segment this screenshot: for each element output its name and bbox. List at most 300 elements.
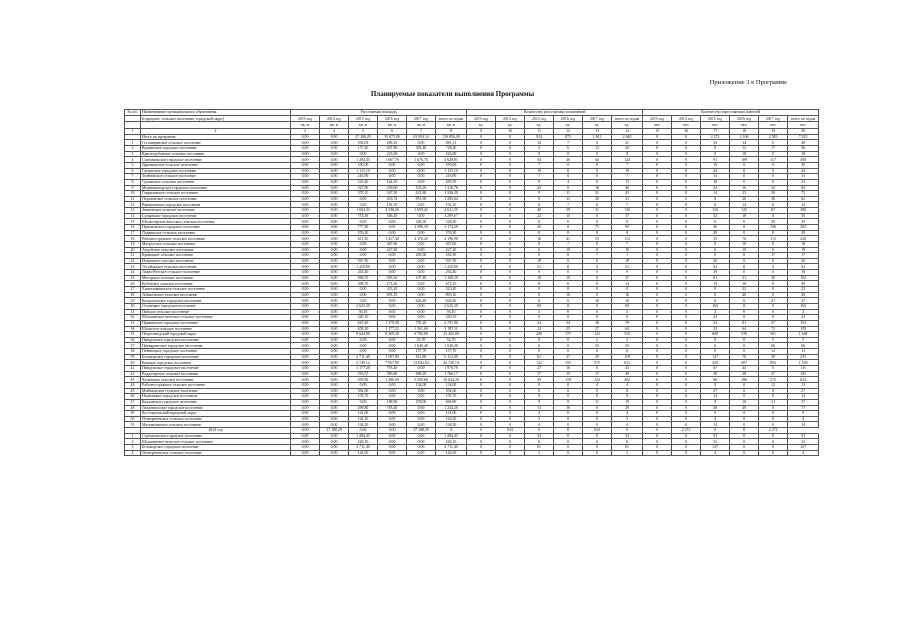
cell-value: 156 [759, 225, 788, 231]
cell-value: 0,00 [291, 208, 320, 214]
cell-value: 0 [759, 151, 788, 157]
cell-value: 44 [730, 366, 759, 372]
cell-value: 6 [583, 349, 612, 355]
cell-value: 1 177,21 [378, 326, 407, 332]
cell-value: 0 [643, 191, 672, 197]
cell-value: 0 [759, 366, 788, 372]
cell-value: 14 [788, 202, 819, 208]
cell-value: 0 [643, 225, 672, 231]
cell-value: 134,00 [436, 382, 467, 388]
cell-value: 0,00 [291, 394, 320, 400]
cell-value: 0 [496, 208, 525, 214]
cell-value: 0,00 [407, 388, 436, 394]
cell-value: 666,90 [436, 399, 467, 405]
cell-value: 0 [730, 298, 759, 304]
cell-value: 0 [467, 444, 496, 450]
cell-value: 0 [554, 225, 583, 231]
cell-value: 8 [612, 219, 643, 225]
cell-value: 0,00 [291, 241, 320, 247]
cell-value: 0 [525, 287, 554, 293]
cell-value: 0 [496, 157, 525, 163]
cell-value: 0 [496, 444, 525, 450]
cell-value: 11 [583, 399, 612, 405]
cell-value: 289,10 [378, 140, 407, 146]
cell-value: 0,00 [320, 236, 349, 242]
header-year: 2014 год [320, 116, 349, 122]
cell-value: 118 [612, 354, 643, 360]
cell-value: 0 [672, 241, 701, 247]
column-number: 18 [730, 128, 759, 134]
cell-value: 0 [730, 174, 759, 180]
cell-value: 26 [730, 196, 759, 202]
cell-value: 0 [496, 309, 525, 315]
cell-value: 1 648 [788, 332, 819, 338]
municipality-name: Гатчинское городское поселение [141, 168, 291, 174]
cell-value: 0,00 [291, 292, 320, 298]
cell-value: 303,10 [378, 275, 407, 281]
cell-value: 8 [583, 219, 612, 225]
cell-value: 10 [730, 281, 759, 287]
cell-value: 0,00 [378, 444, 407, 450]
cell-value: 0 [672, 168, 701, 174]
cell-value: 0 [672, 191, 701, 197]
cell-value: 0 [496, 399, 525, 405]
row-number: 10 [125, 191, 141, 197]
cell-value: 0 [701, 292, 730, 298]
cell-value: 0,00 [320, 371, 349, 377]
cell-value: 64 [701, 264, 730, 270]
row-number: 24 [125, 270, 141, 276]
cell-value: 2 711,40 [349, 444, 378, 450]
cell-value: 0 [643, 399, 672, 405]
header-unit: кв. м [436, 122, 467, 128]
municipality-name: Сортавальское городское поселение [141, 433, 291, 439]
cell-value: 0,00 [378, 394, 407, 400]
cell-value: 32 [759, 185, 788, 191]
cell-value: 0 [583, 174, 612, 180]
cell-value: 0 [643, 354, 672, 360]
cell-value: 38 [759, 191, 788, 197]
cell-value: 0 [467, 264, 496, 270]
row-number: 16 [125, 225, 141, 231]
cell-value: 1 284,45 [349, 157, 378, 163]
row-number: 40 [125, 360, 141, 366]
cell-value: 0,00 [320, 450, 349, 456]
cell-value: 49 [612, 371, 643, 377]
cell-value: 75 [583, 225, 612, 231]
cell-value: 17 [525, 371, 554, 377]
cell-value: 20 [701, 230, 730, 236]
cell-value: 0,00 [407, 292, 436, 298]
cell-value: 0 [730, 162, 759, 168]
header-year: 2015 год [525, 116, 554, 122]
cell-value: 0 [467, 287, 496, 293]
cell-value: 0,00 [349, 287, 378, 293]
row-number: 14 [125, 213, 141, 219]
cell-value: 0,00 [378, 253, 407, 259]
row-number: 9 [125, 185, 141, 191]
cell-value: 783,40 [378, 405, 407, 411]
cell-value: 0 [467, 281, 496, 287]
column-number: 3 [291, 128, 320, 134]
cell-value: 0 [467, 377, 496, 383]
cell-value: 0,00 [407, 411, 436, 417]
cell-value: 16 [612, 298, 643, 304]
cell-value: 109 [730, 157, 759, 163]
cell-value: 265,50 [436, 253, 467, 259]
cell-value: 59 [554, 208, 583, 214]
cell-value: 0 [496, 146, 525, 152]
municipality-name: Ильинское сельское поселение [141, 258, 291, 264]
cell-value: 0 [643, 151, 672, 157]
cell-value: 26 749,74 [436, 360, 467, 366]
cell-value: 0 [496, 253, 525, 259]
cell-value: 0 [554, 388, 583, 394]
cell-value: 5 [759, 337, 788, 343]
cell-value: 0 [467, 399, 496, 405]
cell-value: 1 177,20 [349, 366, 378, 372]
cell-value: 0,00 [378, 337, 407, 343]
cell-value: 0 [525, 247, 554, 253]
cell-value: 0,00 [291, 303, 320, 309]
cell-value: 0 [496, 292, 525, 298]
municipality-name: Чупинское сельское поселение [141, 377, 291, 383]
cell-value: 44 [583, 157, 612, 163]
cell-value: 0 [525, 399, 554, 405]
cell-value: 0 [643, 428, 672, 434]
cell-value: 0 [554, 298, 583, 304]
cell-value: 0 [554, 394, 583, 400]
municipality-name: Пиндушское городское поселение [141, 337, 291, 343]
header-unit: кв. м [407, 122, 436, 128]
cell-value: 0,00 [349, 343, 378, 349]
cell-value: 159 [788, 326, 819, 332]
row-number: 1 [125, 140, 141, 146]
cell-value: 0,00 [320, 208, 349, 214]
column-number: 11 [525, 128, 554, 134]
cell-value: 8 [554, 151, 583, 157]
cell-value: 263,40 [436, 270, 467, 276]
cell-value: 0 [467, 343, 496, 349]
municipality-name: Вараксинское городское поселение [141, 202, 291, 208]
municipality-name: Шокшинское вепсское сельское поселение [141, 315, 291, 321]
cell-value: 499,80 [349, 405, 378, 411]
cell-value: 46 [701, 225, 730, 231]
cell-value: 0,00 [291, 377, 320, 383]
cell-value: 2 166 [730, 134, 759, 140]
cell-value: 144,50 [349, 416, 378, 422]
cell-value: 0,00 [407, 416, 436, 422]
cell-value: 672,10 [436, 281, 467, 287]
cell-value: 0,00 [291, 332, 320, 338]
cell-value: 13 [525, 405, 554, 411]
cell-value: 0 [583, 202, 612, 208]
cell-value: 0 [643, 140, 672, 146]
cell-value: 37 186,29 [349, 134, 378, 140]
header-year: 2017 год [583, 116, 612, 122]
cell-value: 0 [730, 416, 759, 422]
cell-value: 0 [730, 382, 759, 388]
cell-value: 0,00 [320, 433, 349, 439]
cell-value: 20 [788, 162, 819, 168]
cell-value: 0,00 [291, 433, 320, 439]
cell-value: 0 [496, 360, 525, 366]
cell-value: 49 [730, 405, 759, 411]
cell-value: 0,00 [291, 151, 320, 157]
cell-value: 0 [759, 450, 788, 456]
cell-value: 0 [496, 337, 525, 343]
municipality-name: Зелёновское сельское поселение [141, 174, 291, 180]
cell-value: 0 [643, 416, 672, 422]
cell-value: 16 [554, 366, 583, 372]
cell-value: 0,00 [378, 388, 407, 394]
cell-value: 13 [788, 174, 819, 180]
cell-value: 8 [612, 230, 643, 236]
column-number: 9 [467, 128, 496, 134]
cell-value: 803 [759, 360, 788, 366]
cell-value: 20 [759, 275, 788, 281]
cell-value: 427,20 [378, 247, 407, 253]
cell-value: 624 [788, 377, 819, 383]
cell-value: 0,00 [407, 433, 436, 439]
header-year: всего по годам [436, 116, 467, 122]
cell-value: 0,00 [320, 320, 349, 326]
cell-value: 0 [583, 151, 612, 157]
cell-value: 0 [672, 213, 701, 219]
cell-value: 0 [643, 320, 672, 326]
cell-value: 6 [525, 439, 554, 445]
cell-value: 4 [612, 411, 643, 417]
cell-value: 0 [496, 247, 525, 253]
cell-value: 0 [467, 382, 496, 388]
cell-value: 0 [730, 433, 759, 439]
cell-value: 0,00 [407, 213, 436, 219]
cell-value: 37 [554, 354, 583, 360]
cell-value: 0,00 [320, 230, 349, 236]
cell-value: 4 [583, 382, 612, 388]
cell-value: 27 [583, 326, 612, 332]
cell-value: 0,00 [407, 162, 436, 168]
row-number: 44 [125, 382, 141, 388]
cell-value: 23 [730, 191, 759, 197]
cell-value: 2 272 [759, 428, 788, 434]
cell-value: 3 174,29 [436, 225, 467, 231]
cell-value: 0,00 [407, 439, 436, 445]
cell-value: 0,00 [320, 247, 349, 253]
cell-value: 0,00 [407, 450, 436, 456]
cell-value: 19 [730, 247, 759, 253]
cell-value: 0 [496, 422, 525, 428]
cell-value: 1 299,67 [436, 213, 467, 219]
cell-value: 36 [701, 258, 730, 264]
cell-value: 0 [672, 264, 701, 270]
row-number: 4 [125, 157, 141, 163]
cell-value: 328,30 [407, 219, 436, 225]
cell-value: 303,40 [407, 146, 436, 152]
cell-value: 0,00 [407, 366, 436, 372]
cell-value: 0 [467, 196, 496, 202]
column-number: 20 [788, 128, 819, 134]
municipality-name: Костомукшский городской округ [141, 411, 291, 417]
cell-value: 27 [701, 388, 730, 394]
cell-value: 0 [496, 416, 525, 422]
cell-value: 61 [612, 444, 643, 450]
column-number: 7 [407, 128, 436, 134]
cell-value: 0 [730, 422, 759, 428]
cell-value: 0 [525, 428, 554, 434]
cell-value: 0 [643, 450, 672, 456]
cell-value: 9 [612, 270, 643, 276]
cell-value: 0,00 [320, 241, 349, 247]
cell-value: 0 [672, 225, 701, 231]
cell-value: 0,00 [378, 168, 407, 174]
cell-value: 50 [788, 213, 819, 219]
row-number: 45 [125, 388, 141, 394]
cell-value: 0 [759, 202, 788, 208]
cell-value: 392,60 [436, 388, 467, 394]
cell-value: 7 [554, 202, 583, 208]
cell-value: 0 [583, 309, 612, 315]
column-number: 14 [612, 128, 643, 134]
cell-value: 2 625,39 [349, 303, 378, 309]
cell-value: 0 [467, 292, 496, 298]
cell-value: 0 [643, 366, 672, 372]
cell-value: 0 [496, 382, 525, 388]
cell-value: 0,00 [320, 191, 349, 197]
cell-value: 0 [583, 264, 612, 270]
cell-value: 323,20 [378, 287, 407, 293]
cell-value: 0 [643, 134, 672, 140]
cell-value: 0,00 [291, 411, 320, 417]
cell-value: 6 [525, 394, 554, 400]
cell-value: 3 [525, 146, 554, 152]
cell-value: 793,40 [378, 366, 407, 372]
cell-value: 0 [672, 185, 701, 191]
cell-value: 0 [759, 168, 788, 174]
cell-value: 263,40 [349, 270, 378, 276]
cell-value: 240,10 [436, 315, 467, 321]
cell-value: 0 [467, 326, 496, 332]
column-number: 8 [436, 128, 467, 134]
cell-value: 141,00 [436, 411, 467, 417]
cell-value: 0,00 [320, 326, 349, 332]
cell-value: 1 659,42 [407, 208, 436, 214]
cell-value: 0 [672, 349, 701, 355]
cell-value: 0 [583, 230, 612, 236]
cell-value: 0 [467, 247, 496, 253]
cell-value: 19 [612, 168, 643, 174]
cell-value: 0,00 [320, 422, 349, 428]
cell-value: 7 [525, 162, 554, 168]
cell-value: 16 [612, 292, 643, 298]
cell-value: 0,00 [349, 247, 378, 253]
cell-value: 0,00 [291, 202, 320, 208]
municipality-name: Эссойльское сельское поселение [141, 264, 291, 270]
cell-value: 20 [525, 225, 554, 231]
header-unit: чел. [701, 122, 730, 128]
cell-value: 29 [788, 281, 819, 287]
cell-value: 24 [525, 320, 554, 326]
cell-value: 4 628,91 [436, 157, 467, 163]
cell-value: 21 [583, 191, 612, 197]
cell-value: 7 023 [788, 134, 819, 140]
cell-value: 16 [554, 405, 583, 411]
cell-value: 0 [496, 439, 525, 445]
cell-value: 0 [525, 202, 554, 208]
cell-value: 0,00 [291, 337, 320, 343]
header-year: 2016 год [378, 116, 407, 122]
municipality-name: Прионежское городское поселение [141, 225, 291, 231]
municipality-name: Беломорское городское поселение [141, 354, 291, 360]
cell-value: 31 [612, 196, 643, 202]
cell-value: 0 [701, 298, 730, 304]
cell-value: 286 [730, 377, 759, 383]
cell-value: 0 [554, 433, 583, 439]
cell-value: 0 [554, 309, 583, 315]
cell-value: 0,00 [320, 366, 349, 372]
cell-value: 0 [496, 264, 525, 270]
cell-value: 2 272 [672, 428, 701, 434]
header-unit: чел. [643, 122, 672, 128]
cell-value: 0 [759, 405, 788, 411]
cell-value: 0 [643, 196, 672, 202]
cell-value: 0,00 [291, 287, 320, 293]
cell-value: 0 [554, 253, 583, 259]
row-number: 33 [125, 320, 141, 326]
cell-value: 7 [554, 241, 583, 247]
cell-value: 28 [701, 405, 730, 411]
cell-value: 0 [554, 230, 583, 236]
cell-value: 0 [496, 366, 525, 372]
cell-value: 21 [730, 275, 759, 281]
cell-value: 2 [612, 337, 643, 343]
cell-value: 0 [496, 275, 525, 281]
row-number: 5 [125, 162, 141, 168]
cell-value: 31 [525, 264, 554, 270]
cell-value: 0 [467, 225, 496, 231]
cell-value: 69 [612, 303, 643, 309]
municipality-name: Мийнальское сельское поселение [141, 388, 291, 394]
cell-value: 10 [554, 247, 583, 253]
municipality-name: Пайское сельское поселение [141, 309, 291, 315]
cell-value: 0 [672, 236, 701, 242]
municipality-name: Матросское сельское поселение [141, 241, 291, 247]
cell-value: 21 [612, 140, 643, 146]
cell-value: 0 [730, 428, 759, 434]
cell-value: 0,00 [291, 196, 320, 202]
cell-value: 5 112,00 [436, 354, 467, 360]
cell-value: 0 [643, 411, 672, 417]
cell-value: 20 [583, 196, 612, 202]
cell-value: 546,49 [378, 213, 407, 219]
header-unit: кв. м [291, 122, 320, 128]
municipality-name: Вуднинское городское поселение [141, 146, 291, 152]
cell-value: 0,00 [378, 219, 407, 225]
cell-value: 533,20 [407, 185, 436, 191]
cell-value: 0 [496, 326, 525, 332]
cell-value: 0 [525, 343, 554, 349]
cell-value: 0 [759, 303, 788, 309]
cell-value: 0,00 [378, 270, 407, 276]
municipality-name: Лоймольское сельское поселение [141, 292, 291, 298]
cell-value: 66 [759, 343, 788, 349]
cell-value: 0 [496, 371, 525, 377]
cell-value: 924 [496, 428, 525, 434]
cell-value: 392,60 [349, 388, 378, 394]
municipality-name: Олонецкое городское поселение [141, 303, 291, 309]
cell-value: 95 [612, 225, 643, 231]
cell-value: 8 [701, 146, 730, 152]
